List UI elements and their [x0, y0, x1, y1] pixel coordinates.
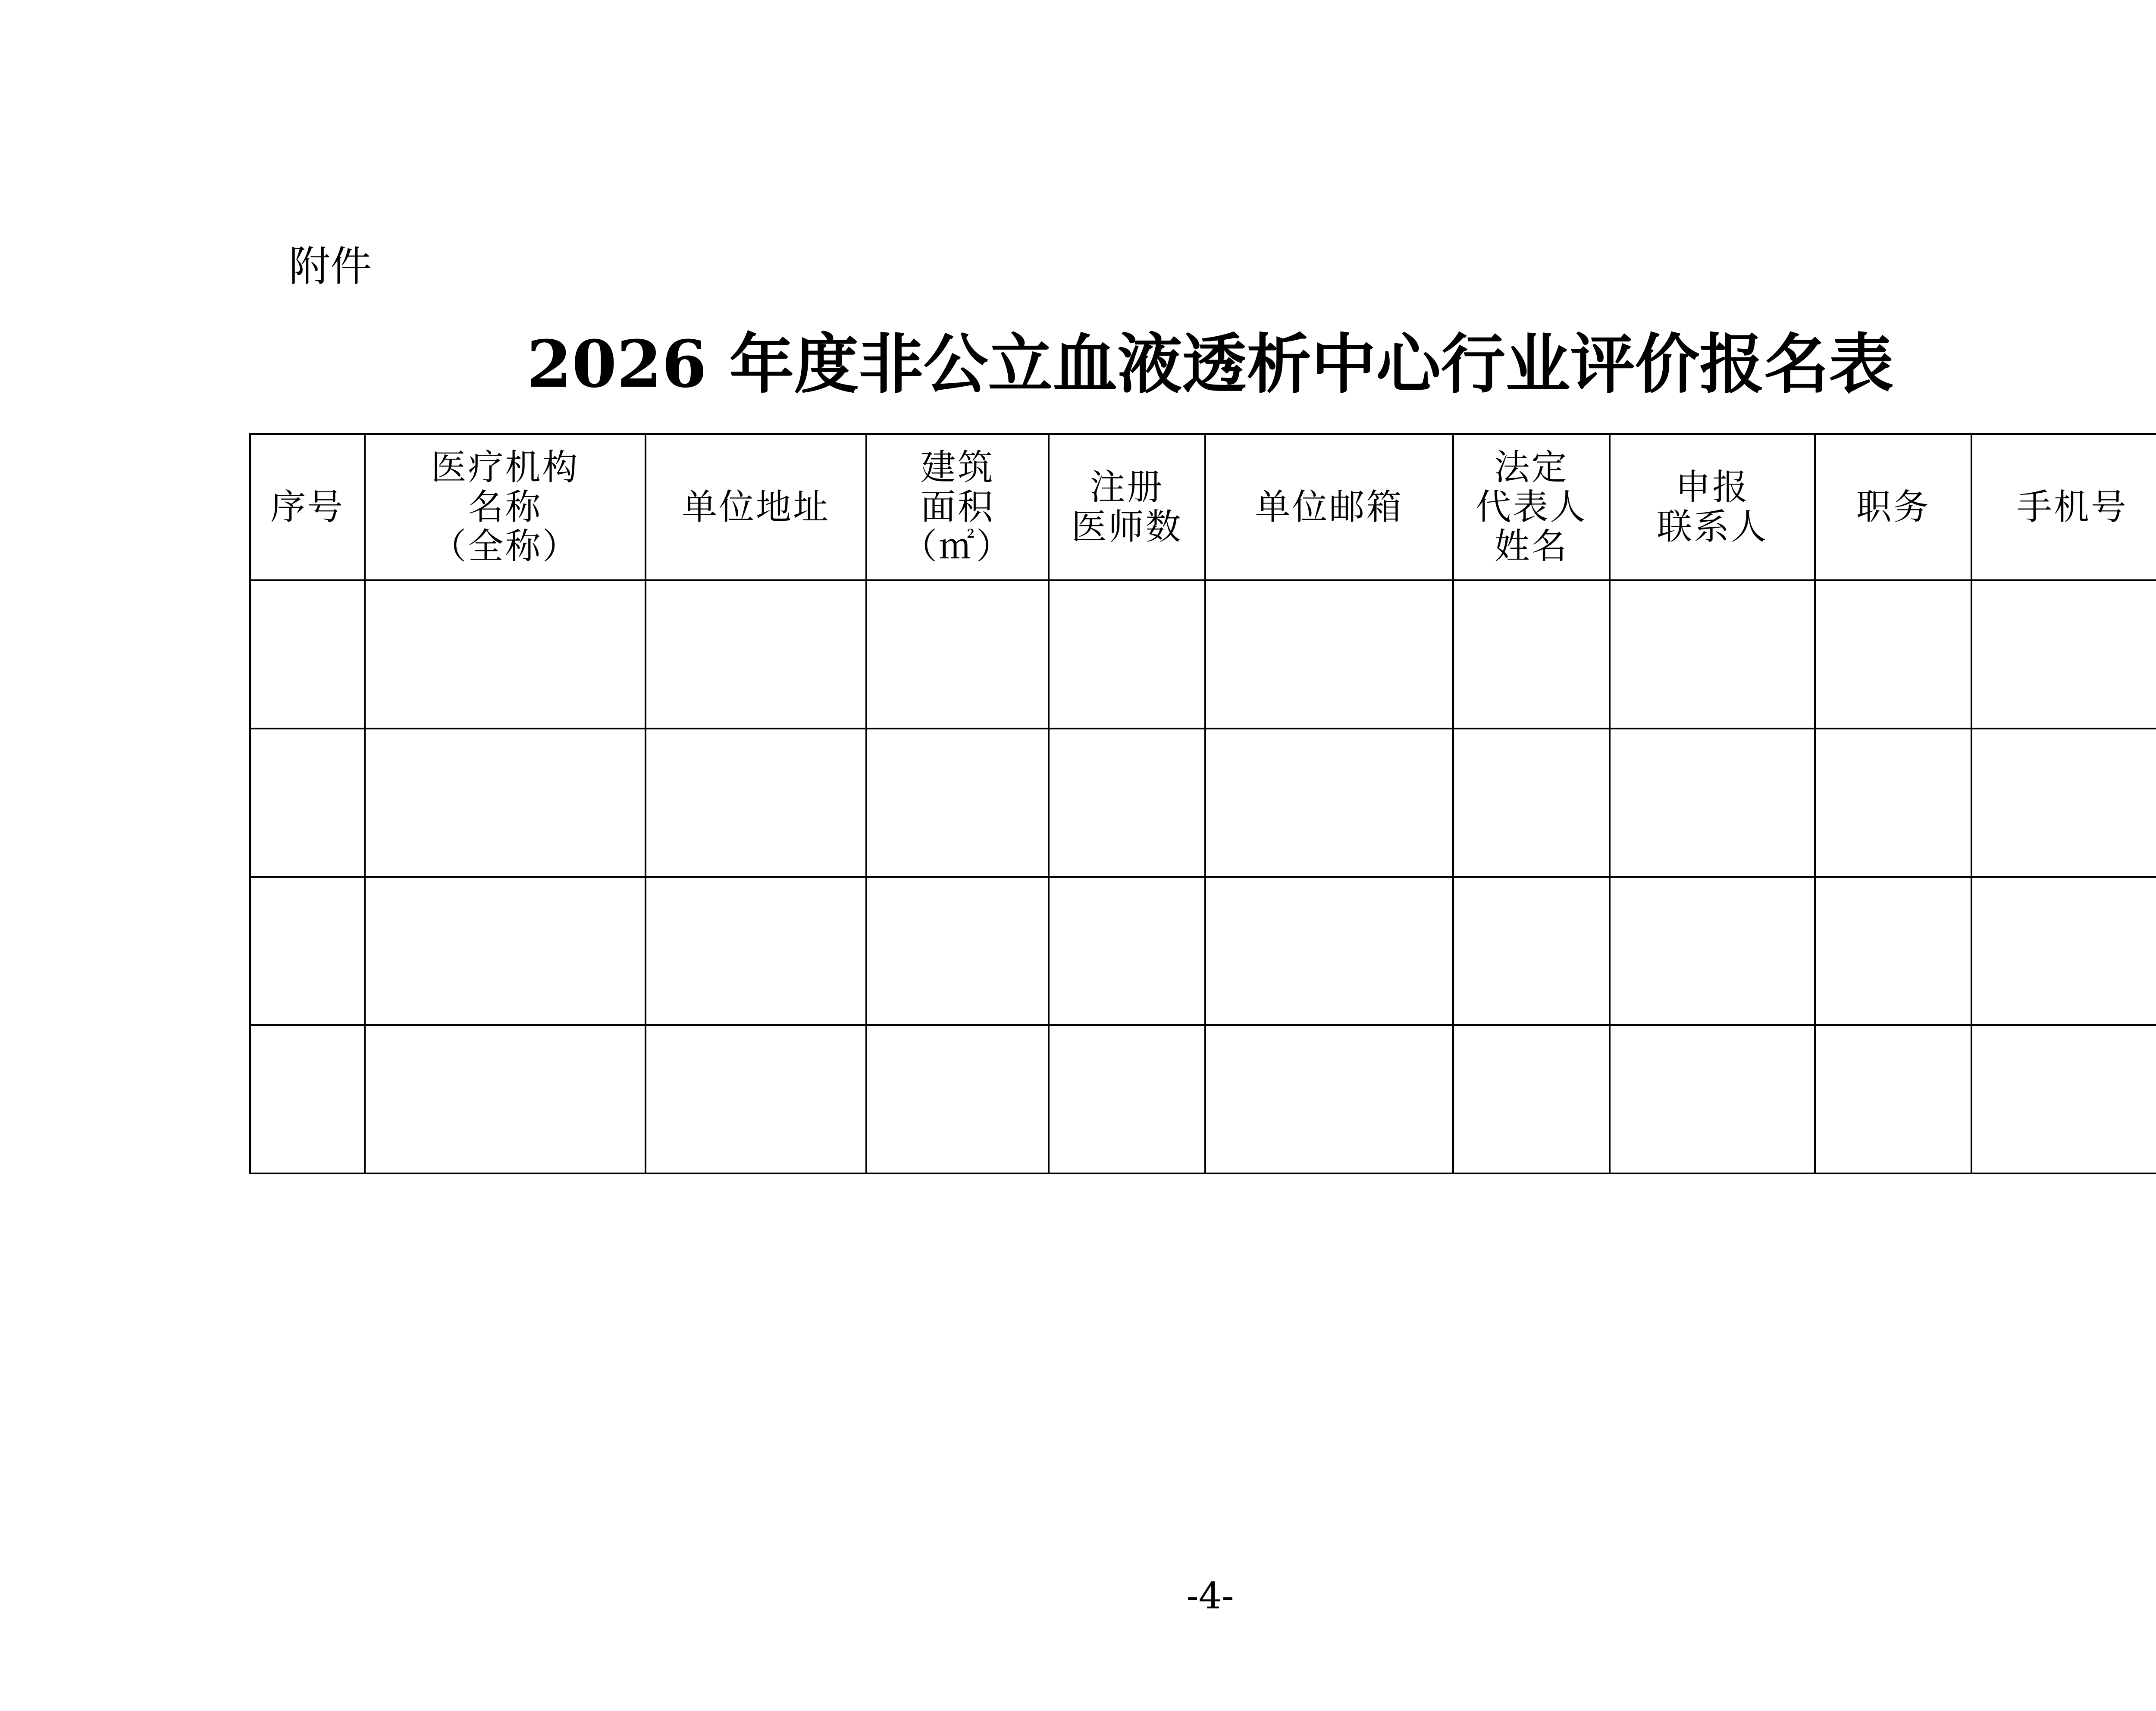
table-cell[interactable] [1205, 729, 1453, 877]
col-header-institution-name [365, 434, 646, 580]
table-cell[interactable] [1610, 877, 1815, 1025]
table-cell[interactable] [1205, 580, 1453, 729]
header-line: 姓名 [1494, 526, 1569, 567]
table-cell[interactable] [1971, 1025, 2156, 1173]
col-header-registered-physicians [1049, 434, 1205, 580]
table-cell[interactable] [646, 729, 866, 877]
header-line: 序号 [270, 486, 345, 528]
table-cell[interactable] [1205, 1025, 1453, 1173]
table-row [250, 877, 2156, 1025]
table-row [250, 729, 2156, 877]
table-cell[interactable] [1815, 1025, 1971, 1173]
table-cell[interactable] [1049, 1025, 1205, 1173]
table-cell[interactable] [365, 580, 646, 729]
header-line: 注册 [1090, 466, 1164, 508]
table-cell[interactable] [365, 1025, 646, 1173]
header-line: 医师数 [1071, 506, 1183, 547]
table-cell[interactable] [866, 1025, 1049, 1173]
table-cell[interactable] [866, 877, 1049, 1025]
col-header-email [1205, 434, 1453, 580]
table-cell[interactable] [250, 580, 365, 729]
page-number: -4- [1186, 1575, 1234, 1617]
table-cell[interactable] [365, 877, 646, 1025]
table-cell[interactable] [1049, 580, 1205, 729]
header-line: 医疗机构 [431, 447, 580, 488]
table-cell[interactable] [1610, 580, 1815, 729]
header-line: 代表人 [1476, 486, 1587, 528]
table-cell[interactable] [866, 580, 1049, 729]
header-line: 法定 [1494, 447, 1569, 488]
table-cell[interactable] [250, 877, 365, 1025]
header-line: 手机号 [2016, 486, 2128, 528]
col-header-serial-number [250, 434, 365, 580]
table-row [250, 1025, 2156, 1173]
header-line: 联系人 [1656, 506, 1768, 547]
table-cell[interactable] [250, 729, 365, 877]
header-line: 职务 [1856, 486, 1930, 528]
table-cell[interactable] [1049, 877, 1205, 1025]
table-cell[interactable] [1971, 580, 2156, 729]
table-cell[interactable] [1453, 580, 1610, 729]
header-line: 单位邮箱 [1255, 486, 1404, 528]
table-cell[interactable] [646, 1025, 866, 1173]
header-line: 面积 [920, 486, 995, 528]
table-cell[interactable] [1453, 877, 1610, 1025]
table-cell[interactable] [646, 877, 866, 1025]
table-cell[interactable] [866, 729, 1049, 877]
col-header-contact-person [1610, 434, 1815, 580]
table-cell[interactable] [646, 580, 866, 729]
header-line: 名称 [468, 486, 542, 528]
table-cell[interactable] [1453, 1025, 1610, 1173]
table-row [250, 580, 2156, 729]
col-header-mobile [1971, 434, 2156, 580]
document-title: 2026 年度非公立血液透析中心行业评价报名表 [526, 326, 1894, 402]
table-cell[interactable] [1205, 877, 1453, 1025]
header-line: 建筑 [920, 447, 995, 488]
table-cell[interactable] [250, 1025, 365, 1173]
header-line: （全称） [431, 526, 580, 567]
header-line: 申报 [1675, 466, 1749, 508]
col-header-legal-representative [1453, 434, 1610, 580]
table-cell[interactable] [1815, 729, 1971, 877]
table-cell[interactable] [1971, 877, 2156, 1025]
table-cell[interactable] [1610, 1025, 1815, 1173]
header-line: 单位地址 [681, 486, 830, 528]
col-header-building-area [866, 434, 1049, 580]
attachment-label: 附件 [289, 242, 372, 291]
col-header-position [1815, 434, 1971, 580]
registration-table [249, 433, 2156, 1174]
table-cell[interactable] [1453, 729, 1610, 877]
table-cell[interactable] [1049, 729, 1205, 877]
table-cell[interactable] [1971, 729, 2156, 877]
col-header-address [646, 434, 866, 580]
table-cell[interactable] [1610, 729, 1815, 877]
table-header-row [250, 434, 2156, 580]
table-cell[interactable] [1815, 580, 1971, 729]
table-cell[interactable] [365, 729, 646, 877]
header-line: （㎡） [902, 526, 1013, 567]
table-cell[interactable] [1815, 877, 1971, 1025]
